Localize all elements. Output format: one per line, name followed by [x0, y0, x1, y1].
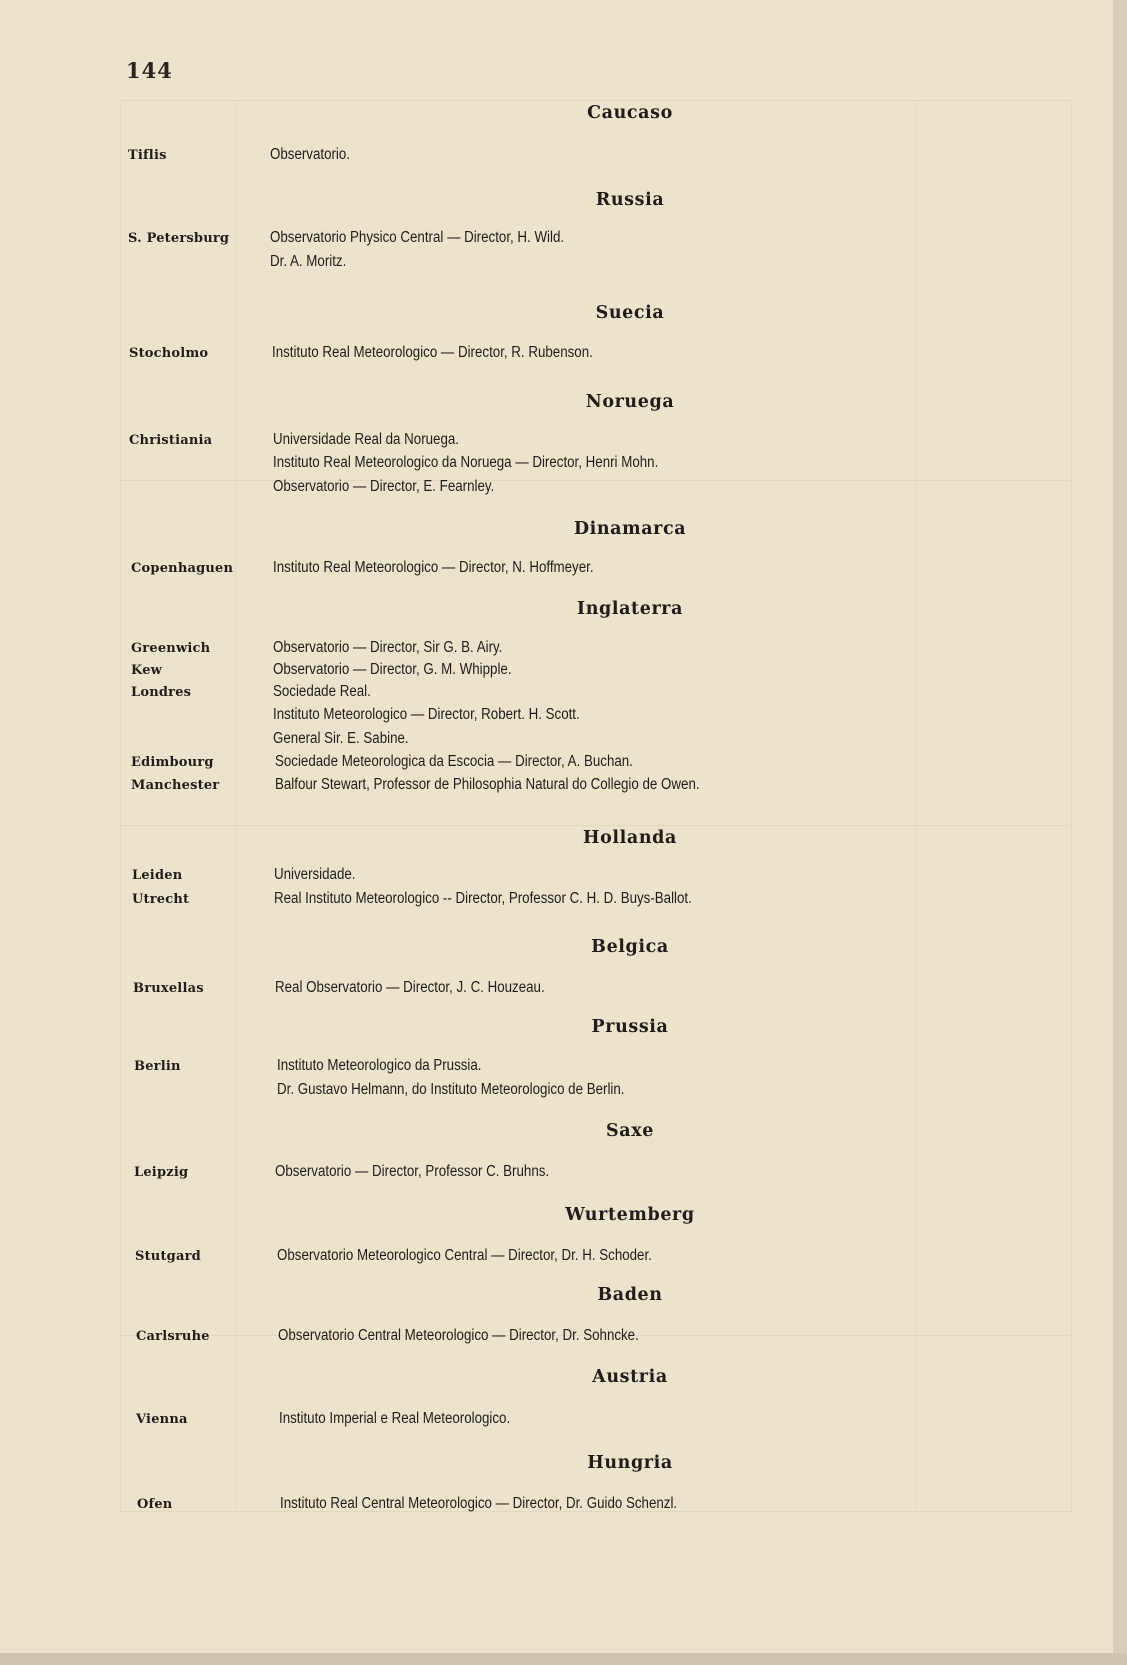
- country-heading: Noruega: [585, 392, 675, 412]
- city-name: Stocholmo: [129, 346, 209, 361]
- institution-entry: Instituto Real Meteorologico da Noruega — Director, Henri Mohn.: [273, 454, 659, 471]
- institution-entry: Observatorio Physico Central — Director, H. Wild.: [270, 229, 565, 246]
- institution-entry: Instituto Imperial e Real Meteorologico.: [279, 1410, 511, 1427]
- institution-entry: Real Instituto Meteorologico -- Director, Professor C. H. D. Buys-Ballot.: [274, 890, 692, 907]
- institution-entry: Observatorio — Director, Professor C. Bruhns.: [275, 1163, 550, 1180]
- scan-edge-bottom: [0, 1653, 1127, 1665]
- country-heading: Hollanda: [583, 828, 677, 848]
- institution-entry: Instituto Real Meteorologico — Director, R. Rubenson.: [272, 344, 593, 361]
- city-name: Copenhaguen: [131, 561, 234, 576]
- country-heading: Saxe: [606, 1121, 654, 1141]
- city-name: Christiania: [129, 433, 213, 448]
- listing-row: [128, 1327, 1088, 1349]
- country-heading: Prussia: [591, 1017, 669, 1037]
- institution-entry: Sociedade Meteorologica da Escocia — Director, A. Buchan.: [275, 753, 633, 770]
- city-name: Utrecht: [132, 892, 190, 907]
- listing-row: [128, 890, 1088, 912]
- listing-row: [128, 454, 1088, 476]
- city-name: Edimbourg: [131, 755, 214, 770]
- institution-entry: Sociedade Real.: [273, 683, 371, 700]
- institution-entry: Observatorio Meteorologico Central — Director, Dr. H. Schoder.: [277, 1247, 652, 1264]
- institution-entry: Observatorio — Director, E. Fearnley.: [273, 478, 495, 495]
- listing-row: [128, 866, 1088, 888]
- city-name: Leiden: [132, 868, 183, 883]
- country-heading: Hungria: [587, 1453, 673, 1473]
- city-name: Vienna: [136, 1412, 188, 1427]
- country-heading: Baden: [597, 1285, 663, 1305]
- institution-entry: Observatorio Central Meteorologico — Director, Dr. Sohncke.: [278, 1327, 639, 1344]
- page-number: 144: [126, 58, 173, 83]
- institution-entry: Universidade Real da Noruega.: [273, 431, 460, 448]
- listing-row: [128, 1410, 1088, 1432]
- listing-row: [128, 1081, 1088, 1103]
- country-heading: Dinamarca: [573, 519, 687, 539]
- listing-row: [128, 753, 1088, 775]
- institution-entry: Balfour Stewart, Professor de Philosophia Natural do Collegio de Owen.: [275, 776, 700, 793]
- city-name: Carlsruhe: [136, 1329, 210, 1344]
- city-name: Kew: [131, 663, 163, 678]
- institution-entry: Real Observatorio — Director, J. C. Houzeau.: [275, 979, 545, 996]
- listing-row: [128, 253, 1088, 275]
- listing-row: [128, 1057, 1088, 1079]
- city-name: Greenwich: [131, 641, 211, 656]
- listing-row: [128, 559, 1088, 581]
- country-heading: Inglaterra: [576, 599, 684, 619]
- listing-row: [128, 776, 1088, 798]
- listing-row: [128, 431, 1088, 453]
- listing-row: [128, 146, 1088, 168]
- listing-row: [128, 1163, 1088, 1185]
- institution-entry: Observatorio — Director, G. M. Whipple.: [273, 661, 512, 678]
- institution-entry: Dr. Gustavo Helmann, do Instituto Meteorologico de Berlin.: [277, 1081, 625, 1098]
- institution-entry: Instituto Meteorologico da Prussia.: [277, 1057, 482, 1074]
- country-heading: Austria: [592, 1367, 668, 1387]
- country-heading: Russia: [595, 190, 665, 210]
- listing-row: [128, 478, 1088, 500]
- scan-edge-right: [1113, 0, 1127, 1665]
- listing-row: [128, 706, 1088, 728]
- institution-entry: General Sir. E. Sabine.: [273, 730, 409, 747]
- institution-entry: Instituto Meteorologico — Director, Robert. H. Scott.: [273, 706, 580, 723]
- city-name: Tiflis: [128, 148, 167, 163]
- city-name: Stutgard: [135, 1249, 201, 1264]
- country-heading: Wurtemberg: [565, 1205, 695, 1225]
- city-name: Bruxellas: [133, 981, 204, 996]
- listing-row: [128, 730, 1088, 752]
- institution-entry: Instituto Real Central Meteorologico — Director, Dr. Guido Schenzl.: [280, 1495, 678, 1512]
- city-name: Leipzig: [134, 1165, 189, 1180]
- institution-entry: Observatorio — Director, Sir G. B. Airy.: [273, 639, 503, 656]
- institution-entry: Instituto Real Meteorologico — Director, N. Hoffmeyer.: [273, 559, 594, 576]
- country-heading: Belgica: [591, 937, 669, 957]
- listing-row: [128, 229, 1088, 251]
- listing-row: [128, 1495, 1088, 1517]
- country-heading: Caucaso: [587, 103, 673, 123]
- city-name: Berlin: [134, 1059, 181, 1074]
- listing-row: [128, 979, 1088, 1001]
- city-name: Londres: [131, 685, 192, 700]
- institution-entry: Dr. A. Moritz.: [270, 253, 347, 270]
- listing-row: [128, 683, 1088, 705]
- country-heading: Suecia: [595, 303, 665, 323]
- listing-row: [128, 639, 1088, 661]
- listing-row: [128, 661, 1088, 683]
- listing-row: [128, 1247, 1088, 1269]
- city-name: Ofen: [137, 1497, 173, 1512]
- institution-entry: Observatorio.: [270, 146, 351, 163]
- city-name: S. Petersburg: [128, 231, 230, 246]
- listing-row: [128, 344, 1088, 366]
- institution-entry: Universidade.: [274, 866, 356, 883]
- city-name: Manchester: [131, 778, 220, 793]
